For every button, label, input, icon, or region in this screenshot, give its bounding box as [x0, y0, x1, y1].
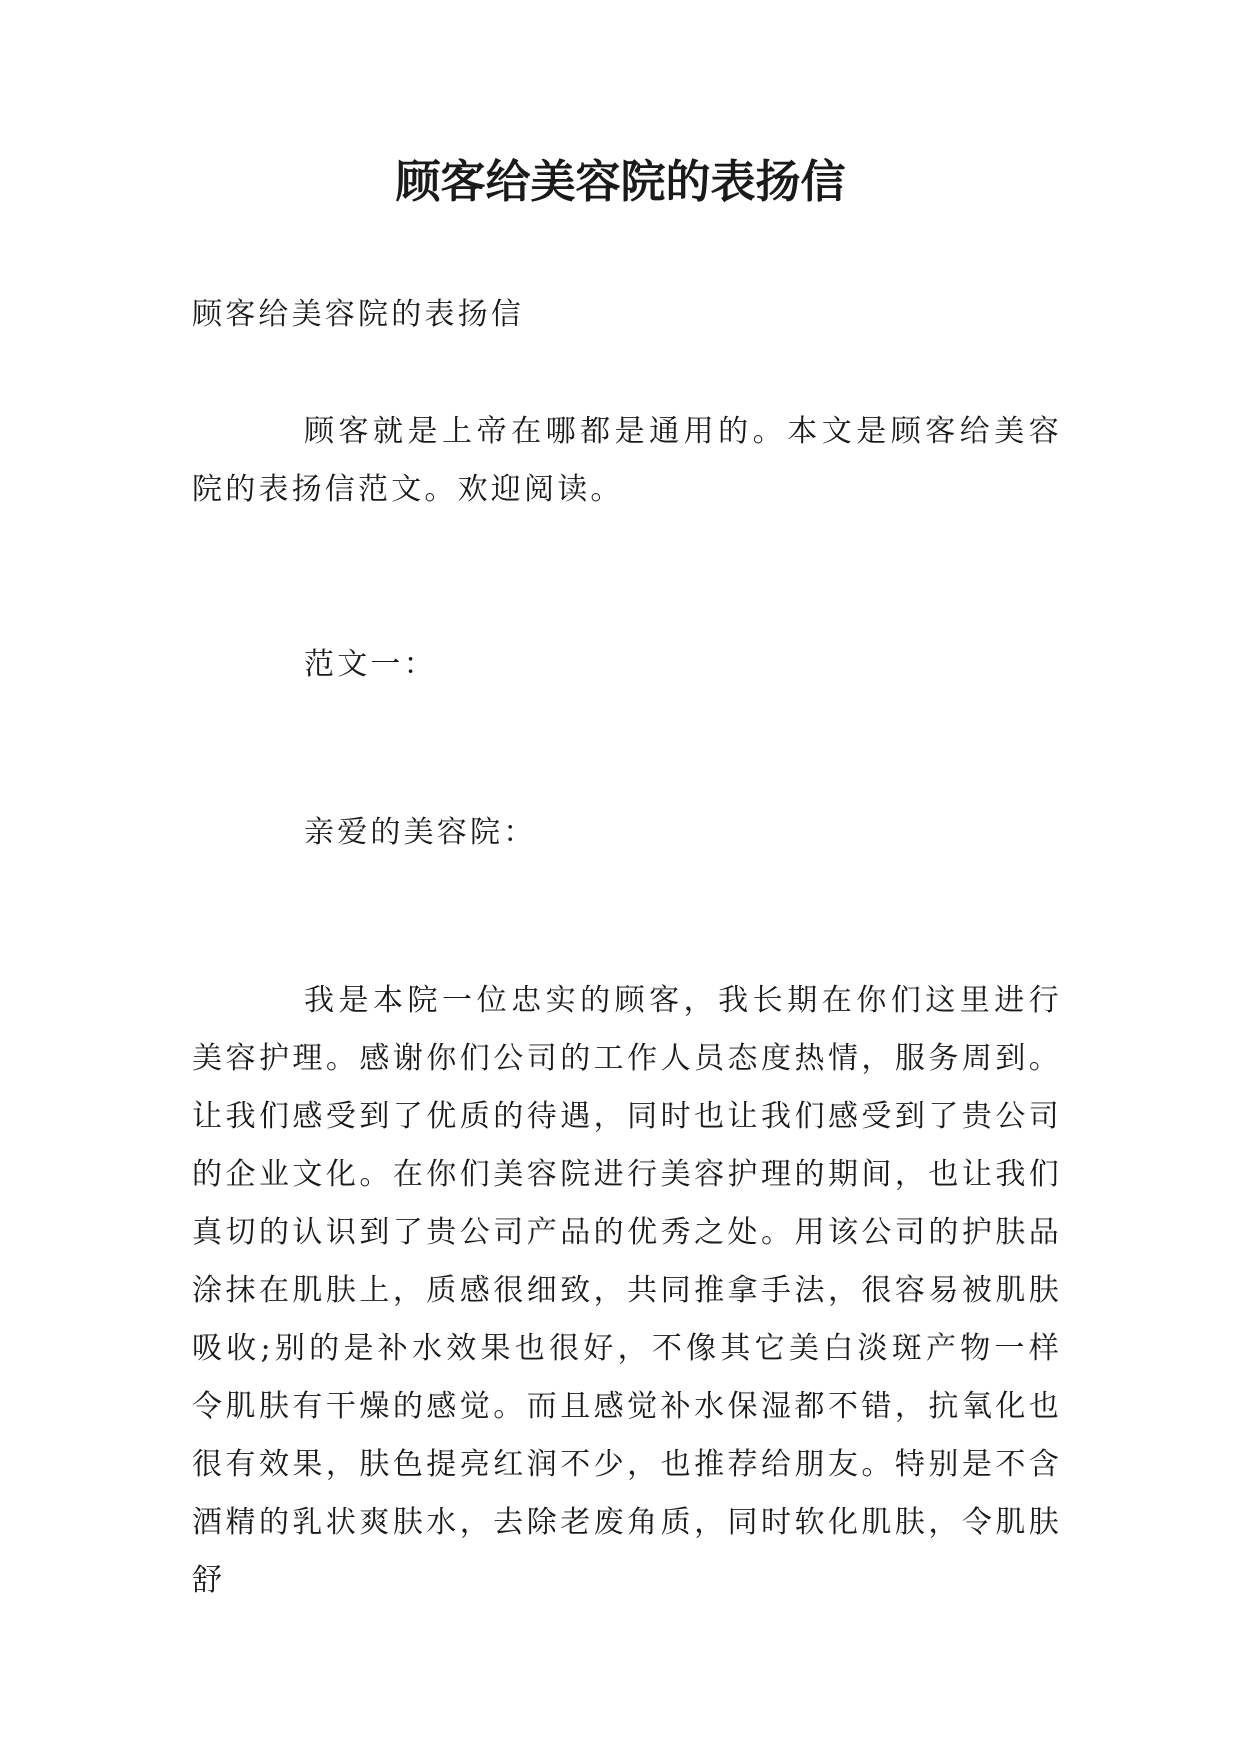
intro-paragraph: 顾客就是上帝在哪都是通用的。本文是顾客给美容院的表扬信范文。欢迎阅读。 — [192, 414, 1062, 507]
body-paragraph: 我是本院一位忠实的顾客，我长期在你们这里进行美容护理。感谢你们公司的工作人员态度热情，服务周到。让我们感受到了优质的待遇，同时也让我们感受到了贵公司的企业文化。在你们美容院进行美容护理的期间，也让我们真切的认识到了贵公司产品的优秀之处。用该公司的护肤品涂抹在肌肤上，质感很细致，共同推拿手法，很容易被肌肤吸收;别的是补水效果也很好，不像其它美白淡斑产物一样令肌肤有干燥的感觉。而且感觉补水保湿都不错，抗氧化也很有效果，肤色提亮红润不少，也推荐给朋友。特别是不含酒精的乳状爽肤水，去除老废角质，同时软化肌肤，令肌肤舒 — [192, 983, 1062, 1598]
document-title: 顾客给美容院的表扬信 — [395, 155, 846, 208]
document-body — [192, 286, 1062, 1610]
sample-heading: 范文一： — [304, 647, 437, 682]
document-subtitle: 顾客给美容院的表扬信 — [192, 297, 524, 332]
salutation: 亲爱的美容院： — [304, 815, 537, 850]
